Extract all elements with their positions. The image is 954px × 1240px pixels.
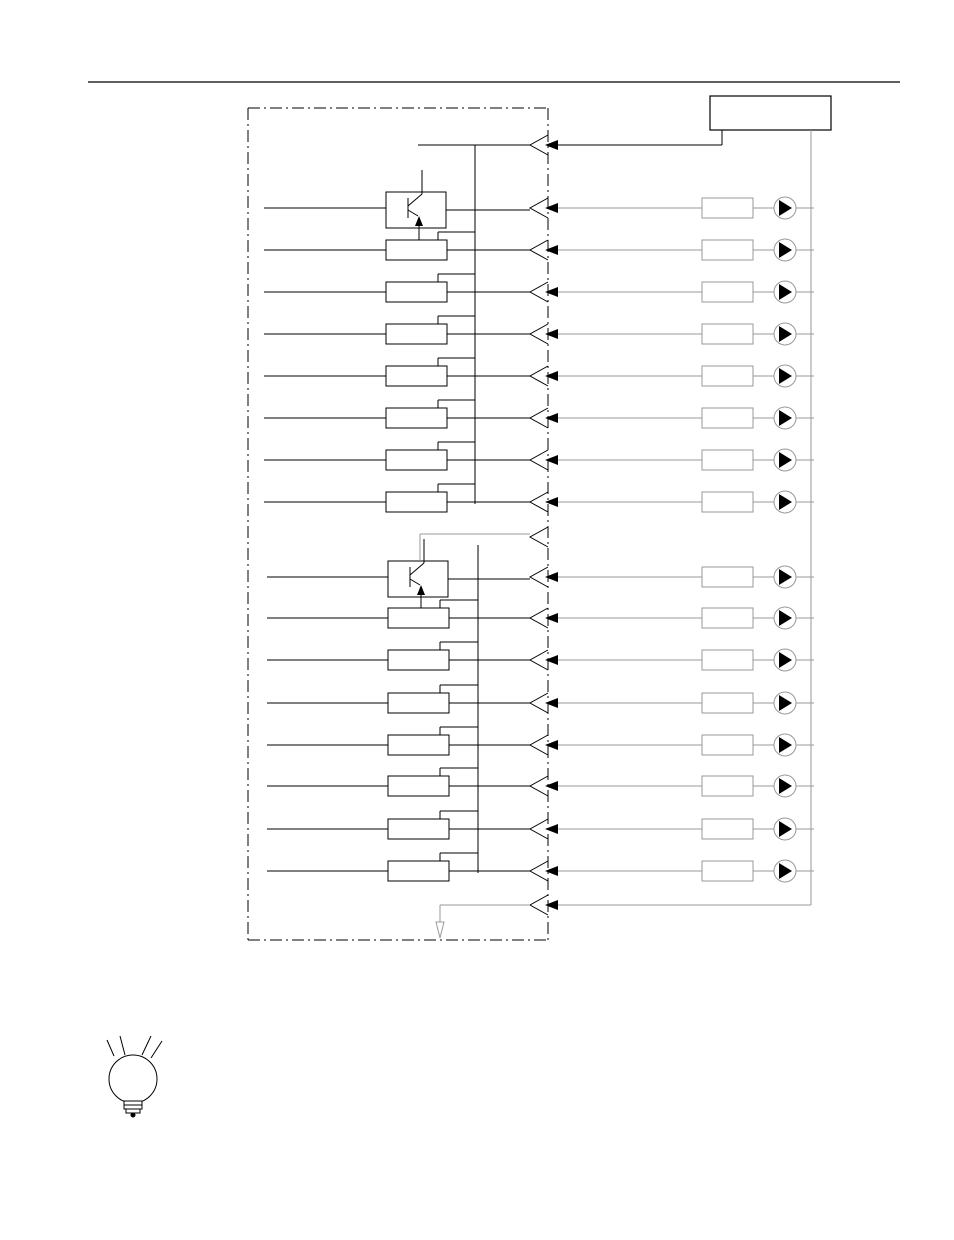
triangle-in-circle-icon	[774, 449, 796, 471]
common-terminal	[530, 527, 548, 547]
triangle-in-circle-icon	[774, 649, 796, 671]
triangle-in-circle-icon	[774, 239, 796, 261]
optocoupler-box	[388, 608, 449, 628]
field-device-box	[702, 198, 753, 218]
field-device-box	[702, 408, 753, 428]
triangle-in-circle-icon	[774, 281, 796, 303]
chevron-terminal-icon	[530, 567, 558, 587]
chevron-terminal-icon	[530, 450, 558, 470]
field-device-box	[702, 819, 753, 839]
field-device-box	[702, 492, 753, 512]
triangle-in-circle-icon	[774, 197, 796, 219]
transistor-symbol	[386, 170, 530, 250]
triangle-in-circle-icon	[774, 323, 796, 345]
optocoupler-box	[388, 650, 449, 670]
field-device-box	[702, 650, 753, 670]
field-device-box	[702, 608, 753, 628]
chevron-terminal-icon	[530, 324, 558, 344]
chevron-terminal-icon	[530, 408, 558, 428]
optocoupler-box	[388, 861, 449, 881]
chevron-terminal-icon	[530, 776, 558, 796]
triangle-in-circle-icon	[774, 566, 796, 588]
triangle-in-circle-icon	[774, 692, 796, 714]
field-device-box	[702, 450, 753, 470]
chevron-terminal-icon	[530, 735, 558, 755]
chevron-terminal-icon	[530, 198, 558, 218]
chevron-terminal-icon	[530, 819, 558, 839]
optocoupler-box	[386, 366, 447, 386]
triangle-in-circle-icon	[774, 860, 796, 882]
ground-arrow-icon	[436, 922, 444, 938]
field-device-box	[702, 567, 753, 587]
external-supply-block	[710, 96, 831, 130]
triangle-in-circle-icon	[774, 775, 796, 797]
chevron-terminal-icon	[530, 608, 558, 628]
optocoupler-box	[386, 282, 447, 302]
return-terminal	[530, 895, 558, 915]
chevron-terminal-icon	[530, 693, 558, 713]
chevron-terminal-icon	[530, 650, 558, 670]
field-device-box	[702, 735, 753, 755]
field-device-box	[702, 240, 753, 260]
lightbulb-icon	[107, 1036, 162, 1117]
triangle-in-circle-icon	[774, 818, 796, 840]
chevron-terminal-icon	[530, 366, 558, 386]
chevron-terminal-icon	[530, 240, 558, 260]
field-device-box	[702, 366, 753, 386]
chevron-terminal-icon	[530, 861, 558, 881]
triangle-in-circle-icon	[774, 365, 796, 387]
triangle-in-circle-icon	[774, 734, 796, 756]
optocoupler-box	[386, 408, 447, 428]
optocoupler-box	[386, 324, 447, 344]
transistor-symbol	[388, 539, 530, 619]
channel-rows	[264, 130, 814, 938]
supply-terminal	[530, 135, 558, 155]
optocoupler-box	[388, 776, 449, 796]
optocoupler-box	[386, 240, 447, 260]
triangle-in-circle-icon	[774, 607, 796, 629]
optocoupler-box	[386, 450, 447, 470]
triangle-in-circle-icon	[774, 407, 796, 429]
optocoupler-box	[386, 492, 447, 512]
optocoupler-box	[388, 693, 449, 713]
field-device-box	[702, 693, 753, 713]
field-device-box	[702, 324, 753, 344]
optocoupler-box	[388, 735, 449, 755]
field-device-box	[702, 776, 753, 796]
field-device-box	[702, 861, 753, 881]
module-boundary	[248, 108, 548, 940]
chevron-terminal-icon	[530, 282, 558, 302]
triangle-in-circle-icon	[774, 491, 796, 513]
optocoupler-box	[388, 819, 449, 839]
chevron-terminal-icon	[530, 492, 558, 512]
field-device-box	[702, 282, 753, 302]
